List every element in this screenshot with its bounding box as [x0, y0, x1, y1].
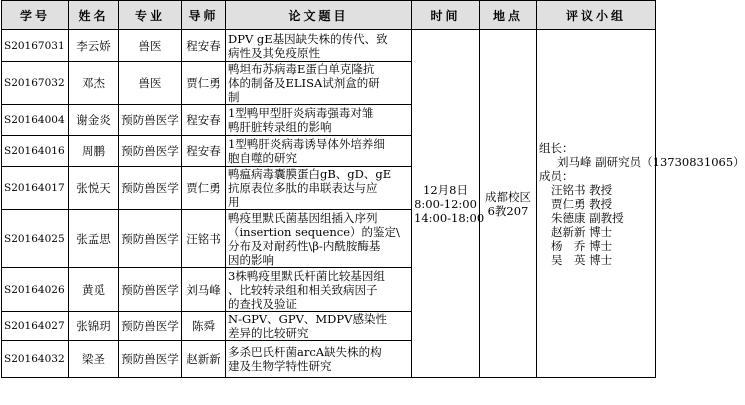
thesis-title-cell-line: 、比较转录组和相关致病因子: [228, 282, 378, 297]
thesis-title-cell: [226, 30, 412, 62]
supervisor-cell: 刘马峰: [182, 268, 226, 312]
supervisor-cell: 程安春: [182, 30, 226, 62]
committee-member: 杨 乔 博士: [551, 238, 613, 253]
header-time: 时间: [412, 1, 480, 30]
major-cell: 预防兽医学: [119, 105, 182, 136]
major-cell: 预防兽医学: [119, 268, 182, 312]
major-cell: 兽医: [119, 62, 182, 105]
thesis-title-cell-line: 差异的比较研究: [228, 326, 309, 340]
thesis-title-cell-line: DPV gE基因缺失株的传代、致: [228, 31, 388, 46]
supervisor-cell: 程安春: [182, 105, 226, 136]
committee-member: 赵新新 博士: [551, 224, 613, 239]
thesis-title-cell-line: 鸭疫里默氏菌基因组插入序列: [228, 210, 378, 225]
committee-member: 汪铭书 教授: [551, 182, 613, 197]
major-cell: 预防兽医学: [119, 210, 182, 268]
committee-member: 贾仁勇 教授: [551, 196, 613, 211]
thesis-title-cell-line: 分布及对耐药性\β-内酰胺酶基: [228, 238, 381, 253]
thesis-title-cell: [226, 62, 412, 105]
thesis-title-cell-line: 鸭肝脏转录组的影响: [228, 120, 332, 134]
header-major: 专业: [119, 1, 182, 30]
place-cell-line: 成都校区: [485, 189, 531, 204]
time-cell-line: 8:00-12:00: [414, 196, 477, 211]
student-name-cell: 张悦天: [69, 167, 119, 210]
thesis-title-cell: [226, 136, 412, 167]
committee-member: 吴 英 博士: [551, 252, 613, 267]
thesis-title-cell-line: 的查找及验证: [228, 296, 297, 311]
committee-members-label: 成员：: [539, 168, 574, 183]
student-name-cell: 张孟思: [69, 210, 119, 268]
student-name-cell: 黄觅: [69, 268, 119, 312]
thesis-title-cell-line: 1型鸭肝炎病毒诱导体外培养细: [228, 137, 385, 151]
major-cell: 预防兽医学: [119, 167, 182, 210]
thesis-title-cell-line: 因的影响: [228, 252, 274, 267]
committee-member: 朱德康 副教授: [551, 210, 624, 225]
major-cell: 兽医: [119, 30, 182, 62]
thesis-title-cell: [226, 312, 412, 341]
thesis-title-cell-line: 病性及其免疫原性: [228, 45, 320, 60]
student-name-cell: 邓杰: [69, 62, 119, 105]
student-id-cell: S20167032: [2, 62, 69, 105]
thesis-title-cell-line: 体的制备及ELISA试剂盒的研: [228, 76, 380, 90]
header-thesis-title: 论文题目: [226, 1, 412, 30]
major-cell: 预防兽医学: [119, 136, 182, 167]
supervisor-cell: 程安春: [182, 136, 226, 167]
thesis-title-cell-line: 1型鸭甲型肝炎病毒强毒对雏: [228, 106, 374, 120]
thesis-title-cell-line: 胞自噬的研究: [228, 151, 297, 165]
supervisor-cell: 赵新新: [182, 341, 226, 378]
header-name: 姓名: [69, 1, 119, 30]
student-name-cell: 周鹏: [69, 136, 119, 167]
time-cell-line: 14:00-18:00: [414, 210, 485, 225]
supervisor-cell: 陈舜: [182, 312, 226, 341]
thesis-title-cell: [226, 341, 412, 378]
major-cell: 预防兽医学: [119, 341, 182, 378]
thesis-title-cell-line: 用: [228, 195, 240, 209]
student-name-cell: 张锦玥: [69, 312, 119, 341]
student-id-cell: S20164004: [2, 105, 69, 136]
time-cell: [412, 30, 485, 378]
defense-schedule-table: [1, 0, 745, 378]
thesis-title-cell-line: 3株鸭疫里默氏杆菌比较基因组: [228, 268, 385, 283]
thesis-title-cell: [226, 268, 412, 312]
header-student-id: 学号: [2, 1, 69, 30]
thesis-title-cell-line: （insertion sequence）的鉴定\: [228, 224, 400, 239]
header-place: 地点: [480, 1, 537, 30]
student-name-cell: 李云娇: [69, 30, 119, 62]
thesis-title-cell-line: 制: [228, 90, 240, 104]
thesis-title-cell: [226, 105, 412, 136]
header-row: [2, 1, 656, 30]
student-id-cell: S20164026: [2, 268, 69, 312]
thesis-title-cell-line: 多杀巴氏杆菌arcA缺失株的构: [228, 345, 382, 359]
header-committee: 评议小组: [537, 1, 656, 30]
major-cell: 预防兽医学: [119, 312, 182, 341]
student-name-cell: 梁圣: [69, 341, 119, 378]
committee-leader-label: 组长：: [539, 140, 574, 155]
student-id-cell: S20164017: [2, 167, 69, 210]
student-id-cell: S20164027: [2, 312, 69, 341]
header-supervisor: 导师: [182, 1, 226, 30]
time-cell-line: 12月8日: [423, 182, 468, 197]
student-id-cell: S20167031: [2, 30, 69, 62]
place-cell-line: 6教207: [487, 203, 529, 218]
thesis-title-cell-line: 鸭坦布苏病毒E蛋白单克隆抗: [228, 62, 375, 76]
committee-leader: 刘马峰 副研究员（13730831065）: [557, 154, 745, 169]
table-body: [2, 30, 745, 378]
student-name-cell: 谢金炎: [69, 105, 119, 136]
thesis-title-cell-line: N-GPV、GPV、MDPV感染性: [228, 312, 387, 326]
thesis-title-cell-line: 抗原表位多肽的串联表达与应: [228, 181, 378, 195]
table-row: [2, 30, 656, 62]
place-cell: [480, 30, 537, 378]
student-id-cell: S20164025: [2, 210, 69, 268]
supervisor-cell: 贾仁勇: [182, 167, 226, 210]
thesis-title-cell: [226, 167, 412, 210]
thesis-title-cell-line: 建及生物学特性研究: [228, 359, 332, 373]
thesis-title-cell: [226, 210, 412, 268]
supervisor-cell: 贾仁勇: [182, 62, 226, 105]
thesis-title-cell-line: 鸭瘟病毒囊膜蛋白gB、gD、gE: [228, 167, 392, 181]
student-id-cell: S20164016: [2, 136, 69, 167]
committee-cell: [537, 30, 745, 378]
student-id-cell: S20164032: [2, 341, 69, 378]
supervisor-cell: 汪铭书: [182, 210, 226, 268]
